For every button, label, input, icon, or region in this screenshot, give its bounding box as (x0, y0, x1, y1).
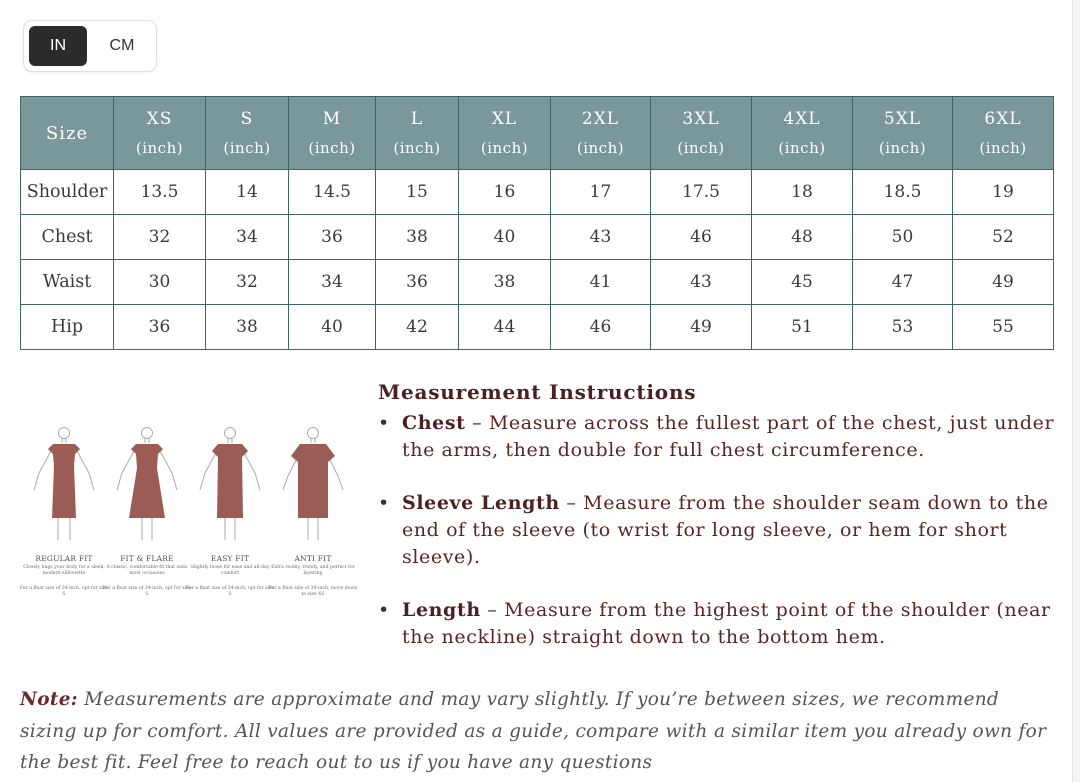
fit-description: Extra roomy, trendy, and perfect for layering (271, 565, 355, 576)
instruction-text: – Measure from the shoulder seam down to the end of the sleeve (to wrist for long sleeve, or hem for short sleeve). (402, 492, 1049, 568)
table-row-chest (21, 215, 1054, 260)
header-size: 2XL (inch) (551, 97, 651, 170)
table-cell: 36 (114, 305, 206, 350)
row-label: Hip (21, 305, 114, 350)
table-cell: 32 (114, 215, 206, 260)
instruction-item-sleeve (378, 490, 1058, 571)
table-cell: 16 (459, 170, 551, 215)
header-size: 3XL (inch) (651, 97, 752, 170)
easy-fit-illustration (190, 418, 270, 550)
page-edge-divider (1072, 0, 1080, 782)
header-size: 4XL (inch) (752, 97, 853, 170)
table-cell: 34 (289, 260, 376, 305)
header-size: 6XL (inch) (953, 97, 1054, 170)
fit-title: ANTI FIT (294, 554, 332, 563)
bullet: • (378, 492, 390, 514)
header-size: M (inch) (289, 97, 376, 170)
size-chart-table (20, 96, 1054, 350)
table-cell: 38 (206, 305, 289, 350)
table-cell: 46 (551, 305, 651, 350)
table-cell: 17 (551, 170, 651, 215)
regular-fit-illustration (24, 418, 104, 550)
note-text: Measurements are approximate and may vary slightly. If you’re between sizes, we recommend sizing up for comfort. All values are provided as a guide, compare with a similar item you already own for the best fit. Feel free to reach out to us if you have any questions (20, 689, 1047, 773)
table-cell: 18 (752, 170, 853, 215)
note-label: Note: (20, 689, 78, 710)
bullet: • (378, 412, 390, 434)
table-cell: 40 (459, 215, 551, 260)
unit-option-cm[interactable]: CM (109, 37, 135, 54)
instruction-term: Length (402, 599, 481, 621)
fit-title: EASY FIT (210, 554, 250, 563)
table-cell: 43 (651, 260, 752, 305)
table-cell: 14 (206, 170, 289, 215)
header-size: XL (inch) (459, 97, 551, 170)
row-label: Chest (21, 215, 114, 260)
instruction-term: Chest (402, 412, 466, 434)
instruction-text: – Measure from the highest point of the shoulder (near the neckline) straight down to the bottom hem. (402, 599, 1051, 648)
table-cell: 55 (953, 305, 1054, 350)
instructions-title: Measurement Instructions (378, 380, 697, 404)
header-size: XS (inch) (114, 97, 206, 170)
fit-description: Slightly loose for ease and all-day comfort (190, 565, 270, 576)
fit-card-anti (268, 418, 358, 618)
table-cell: 34 (206, 215, 289, 260)
table-cell: 48 (752, 215, 853, 260)
unit-toggle (23, 20, 157, 72)
table-row-hip (21, 305, 1054, 350)
table-cell: 51 (752, 305, 853, 350)
table-cell: 18.5 (853, 170, 953, 215)
table-cell: 36 (289, 215, 376, 260)
row-label: Waist (21, 260, 114, 305)
fit-size-note: For a Bust size of 34-inch, opt for size S (185, 586, 275, 597)
fit-flare-illustration (107, 418, 187, 550)
fit-size-note: For a Bust size of 34-inch, opt for size S (102, 586, 192, 597)
fit-title: FIT & FLARE (120, 554, 174, 563)
anti-fit-illustration (273, 418, 353, 550)
fit-card-fit-flare (102, 418, 192, 618)
instruction-term: Sleeve Length (402, 492, 560, 514)
unit-option-in[interactable]: IN (29, 26, 87, 66)
fit-description: Closely hugs your body for a sleek, modern silhouette (23, 565, 105, 576)
table-cell: 13.5 (114, 170, 206, 215)
fit-title: REGULAR FIT (35, 554, 93, 563)
table-cell: 32 (206, 260, 289, 305)
table-cell: 45 (752, 260, 853, 305)
fit-size-note: For a Bust size of 34-inch, opt for size S (19, 586, 109, 597)
bullet: • (378, 599, 390, 621)
table-cell: 46 (651, 215, 752, 260)
table-row-shoulder (21, 170, 1054, 215)
row-label: Shoulder (21, 170, 114, 215)
table-cell: 42 (376, 305, 459, 350)
measurement-instructions (378, 380, 1058, 677)
fit-description: A classic, comfortable fit that suits most occasions (106, 565, 188, 576)
table-cell: 53 (853, 305, 953, 350)
table-cell: 14.5 (289, 170, 376, 215)
table-cell: 40 (289, 305, 376, 350)
table-cell: 38 (459, 260, 551, 305)
table-row-waist (21, 260, 1054, 305)
table-cell: 19 (953, 170, 1054, 215)
table-cell: 30 (114, 260, 206, 305)
table-cell: 36 (376, 260, 459, 305)
header-size: 5XL (inch) (853, 97, 953, 170)
table-cell: 38 (376, 215, 459, 260)
fit-card-regular (19, 418, 109, 618)
header-size: L (inch) (376, 97, 459, 170)
header-size: S (inch) (206, 97, 289, 170)
instruction-item-chest (378, 410, 1058, 464)
table-cell: 52 (953, 215, 1054, 260)
table-cell: 49 (953, 260, 1054, 305)
fit-size-note: For a Bust size of 34-inch, move down to size XS (268, 586, 358, 597)
table-cell: 17.5 (651, 170, 752, 215)
table-cell: 50 (853, 215, 953, 260)
table-cell: 44 (459, 305, 551, 350)
fit-card-easy (185, 418, 275, 618)
fit-guide (19, 418, 358, 618)
instruction-item-length (378, 597, 1058, 651)
sizing-note (20, 684, 1060, 779)
table-cell: 49 (651, 305, 752, 350)
table-cell: 15 (376, 170, 459, 215)
table-cell: 47 (853, 260, 953, 305)
header-corner: Size (21, 97, 114, 170)
table-cell: 43 (551, 215, 651, 260)
table-cell: 41 (551, 260, 651, 305)
table-header-row (21, 97, 1054, 170)
instruction-text: – Measure across the fullest part of the chest, just under the arms, then double for full chest circumference. (402, 412, 1055, 461)
